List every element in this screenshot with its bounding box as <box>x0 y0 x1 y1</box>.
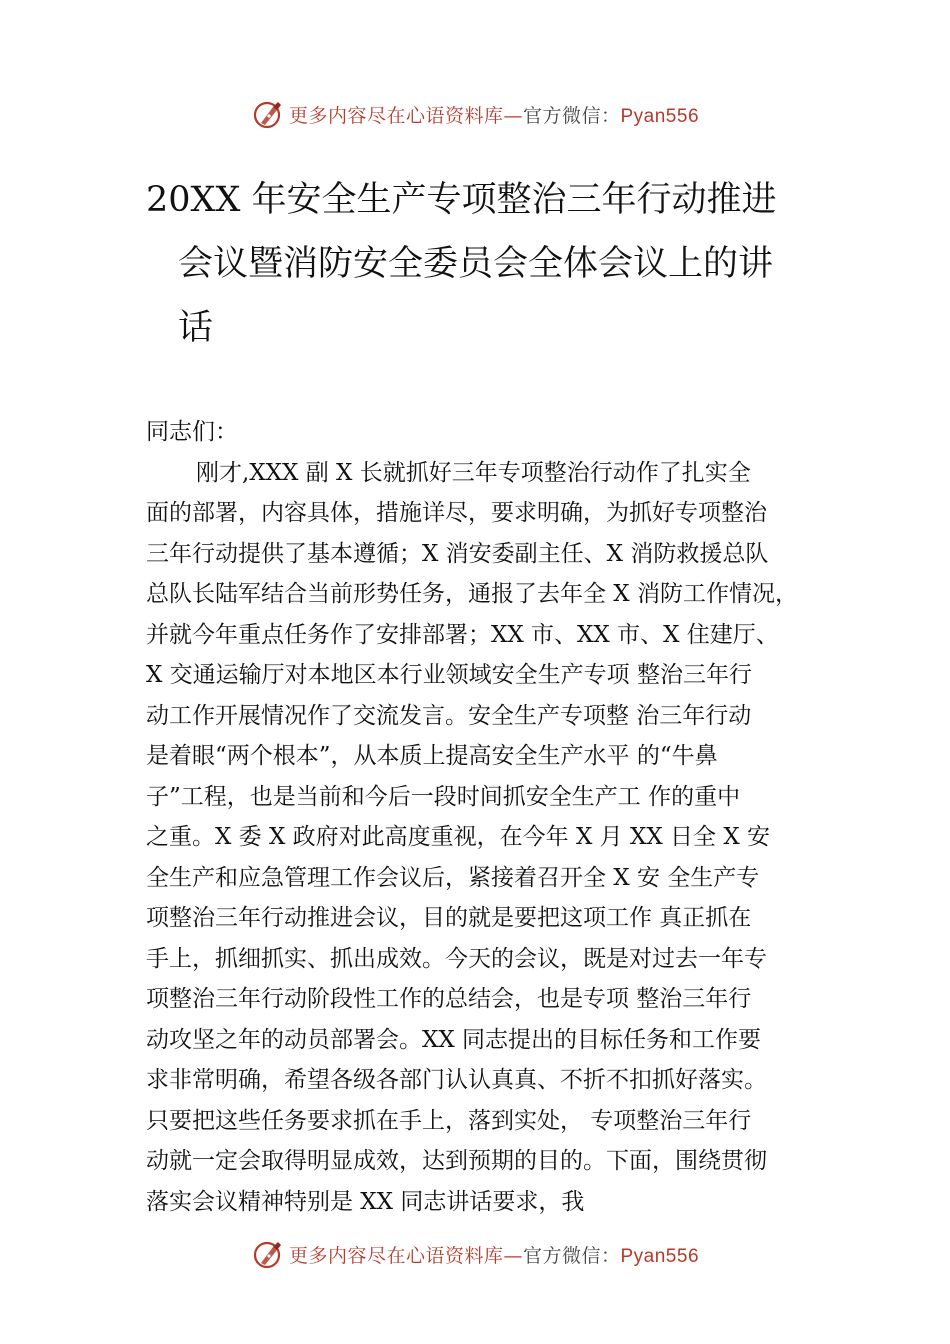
document-title <box>146 168 826 360</box>
body-line: 项整治三年行动推进会议，目的就是要把这项工作 真正抓在 <box>146 905 752 931</box>
footer-wechat-label: 官方微信： <box>522 1244 621 1267</box>
footer-banner-text <box>289 1241 699 1268</box>
body-line: 动就一定会取得明显成效，达到预期的目的。下面，围绕贯彻 <box>146 1148 767 1174</box>
body-line: 求非常明确，希望各级各部门认认真真、不折不扣抓好落实。 <box>146 1067 767 1093</box>
body-line: 动工作开展情况作了交流发言。安全生产专项整 治三年行动 <box>146 702 752 729</box>
footer-banner-slogan: 更多内容尽在心语资料库 <box>288 1244 504 1267</box>
body-line: 之重。X 委 X 政府对此高度重视，在今年 X 月 XX 日全 X 安 <box>146 824 771 850</box>
pen-nib-logo-icon <box>251 97 285 131</box>
body-line: 项整治三年行动阶段性工作的总结会，也是专项 整治三年行 <box>146 986 752 1012</box>
body-line: 刚才,XXX 副 X 长就抓好三年专项整治行动作了扎实全 <box>196 459 751 486</box>
body-line: 只要把这些任务要求抓在手上，落到实处， 专项整治三年行 <box>146 1107 752 1134</box>
header-wechat-label: 官方微信： <box>522 104 621 127</box>
footer-banner <box>0 1234 950 1274</box>
title-line-1: 20XX 年安全生产专项整治三年行动推进 <box>146 180 777 220</box>
header-banner-text <box>289 101 699 128</box>
body-line: 子”工程，也是当前和今后一段时间抓安全生产工 作的重中 <box>146 783 741 810</box>
body-line: 手上，抓细抓实、抓出成效。今天的会议，既是对过去一年专 <box>146 945 767 972</box>
header-banner-slogan: 更多内容尽在心语资料库 <box>288 104 504 127</box>
footer-banner-dash: — <box>503 1244 523 1267</box>
body-line: 是着眼“两个根本”，从本质上提高安全生产水平 的“牛鼻 <box>146 743 718 769</box>
body-line: 总队长陆军结合当前形势任务，通报了去年全 X 消防工作情况， <box>146 581 798 607</box>
salutation: 同志们： <box>146 419 238 445</box>
body-line: 并就今年重点任务作了安排部署；XX 市、XX 市、X 住建厅、 <box>146 621 779 648</box>
footer-wechat-id: Pyan556 <box>620 1245 700 1267</box>
pen-nib-logo-icon <box>251 1237 285 1271</box>
body-line: 动攻坚之年的动员部署会。XX 同志提出的目标任务和工作要 <box>146 1026 762 1053</box>
body-line: X 交通运输厅对本地区本行业领域安全生产专项 整治三年行 <box>146 662 752 688</box>
header-wechat-id: Pyan556 <box>620 105 700 127</box>
header-banner <box>0 94 950 134</box>
body-line: 落实会议精神特别是 XX 同志讲话要求，我 <box>146 1188 585 1215</box>
title-line-2: 会议暨消防安全委员会全体会议上的讲 <box>178 244 774 284</box>
document-body <box>146 412 846 1222</box>
title-line-3: 话 <box>178 308 214 348</box>
header-banner-dash: — <box>503 104 523 127</box>
body-line: 面的部署，内容具体，措施详尽，要求明确，为抓好专项整治 <box>146 500 767 526</box>
body-line: 三年行动提供了基本遵循；X 消安委副主任、X 消防救援总队 <box>146 540 769 567</box>
body-line: 全生产和应急管理工作会议后，紧接着召开全 X 安 全生产专 <box>146 864 760 891</box>
